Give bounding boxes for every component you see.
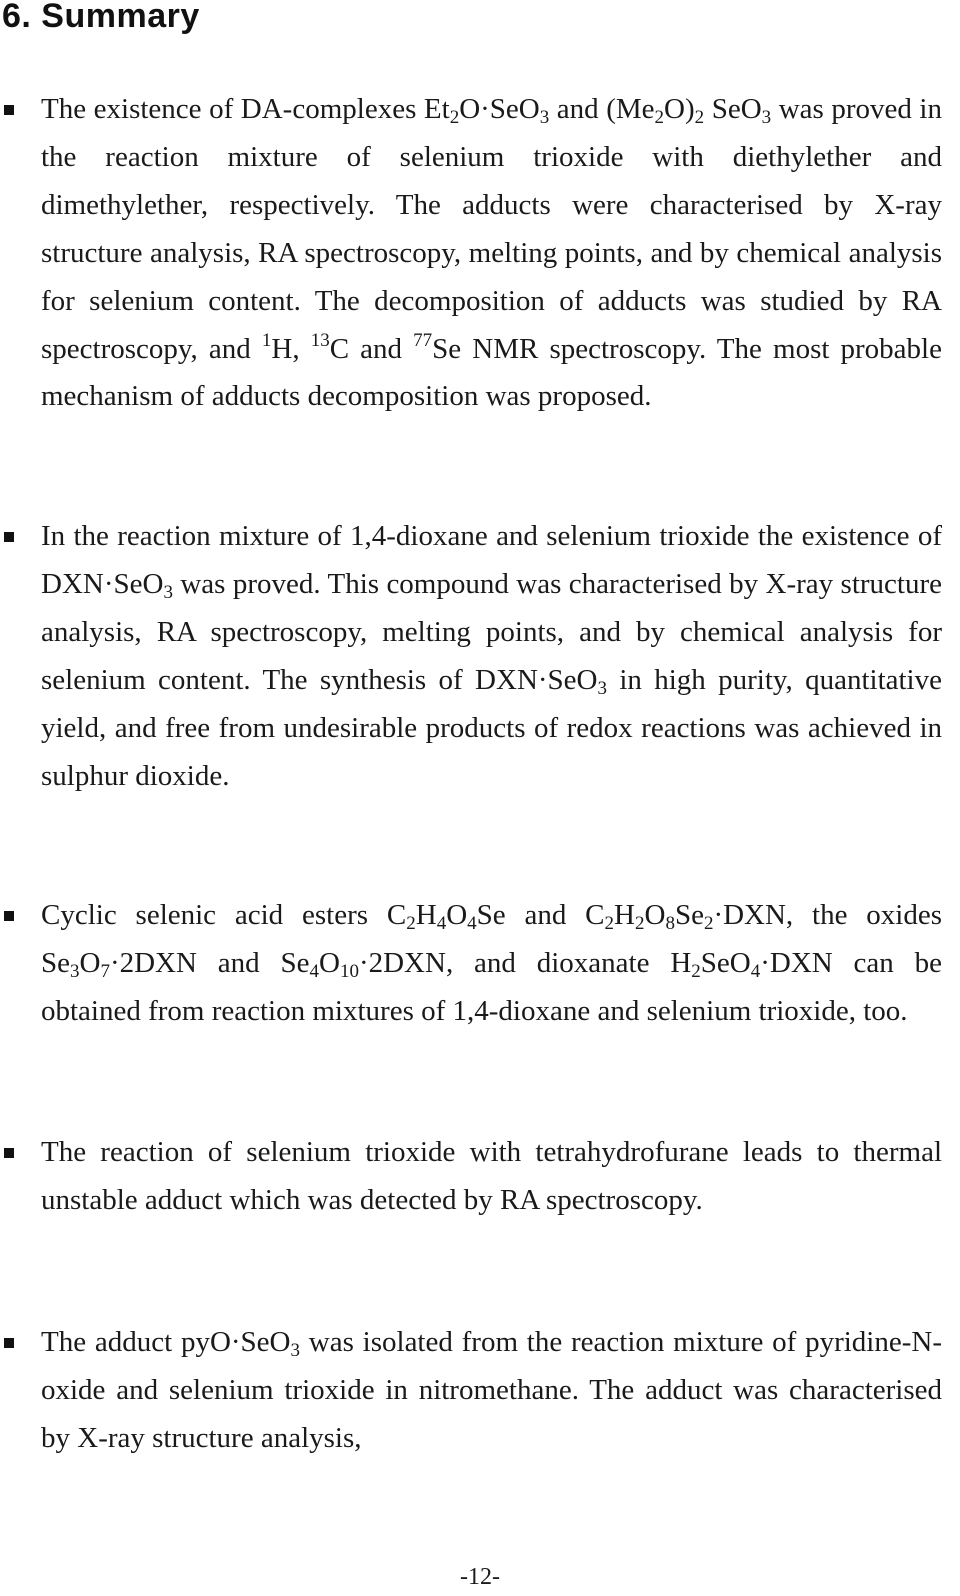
subscript: 4 — [467, 913, 477, 934]
summary-text: The reaction of selenium trioxide with tetrahydrofurane leads to thermal unstable adduct which was detected by RA spectroscopy. — [41, 1136, 942, 1216]
subscript: 10 — [339, 960, 359, 982]
superscript: 1 — [261, 329, 272, 351]
subscript: 2 — [703, 913, 714, 934]
bullet-square-icon — [4, 532, 14, 542]
subscript: 2 — [604, 913, 615, 934]
summary-text: Cyclic selenic acid esters $C_2H_4O_4Se$ and $C_2H_2O_8Se_2\cdot DXN$, the oxides $Se_3O_7\cdot 2DXN$ and $Se_4O_{10}\cdot 2DXN$, and dioxanate $H_2SeO_4\cdot DXN$ can be obtained from reaction mixtures of 1,4-dioxane and selenium trioxide, too. — [41, 899, 943, 1027]
subscript: 2 — [634, 913, 645, 934]
subscript: 3 — [163, 581, 173, 603]
subscript: 3 — [539, 107, 550, 128]
subscript: 3 — [597, 677, 607, 699]
superscript: 13 — [310, 329, 330, 351]
summary-text: In the reaction mixture of 1,4-dioxane and selenium trioxide the existence of DXN·SeO$_3$ was proved. This compound was characterised by X-ray structure analysis, RA spectroscopy, melting points, and by chemical analysis for selenium content. The synthesis of DXN·SeO$_3$ in high purity, quantitative yield, and free from undesirable products of redox reactions was achieved in sulphur dioxide. — [41, 520, 942, 792]
subscript: 3 — [761, 107, 772, 128]
bullet-square-icon — [4, 1148, 14, 1158]
subscript: 3 — [290, 1340, 300, 1361]
subscript: 2 — [449, 107, 460, 128]
subscript: 2 — [654, 107, 665, 128]
subscript: 2 — [694, 107, 705, 128]
summary-text: The existence of DA-complexes $Et_2O\cdot SeO_3$ and $(Me_2O)_2$ SeO$_3$ was proved in the reaction mixture of selenium trioxide with diethylether and dimethylether, respectively. The adducts were characterised by X-ray structure analysis, RA spectroscopy, melting points, and by chemical analysis for selenium content. The decomposition of adducts was studied by RA spectroscopy, and $^1$H, $^{13}$C and $^{77}$Se NMR spectroscopy. The most probable mechanism of adducts decomposition was proposed. — [41, 93, 942, 413]
subscript: 3 — [70, 960, 80, 982]
subscript: 2 — [406, 913, 416, 934]
subscript: 4 — [750, 960, 761, 982]
superscript: 77 — [413, 329, 433, 351]
bullet-square-icon — [4, 1338, 14, 1348]
subscript: 8 — [665, 913, 675, 934]
bullet-square-icon — [4, 911, 14, 921]
subscript: 2 — [691, 960, 701, 982]
page-number: -12- — [460, 1564, 500, 1590]
subscript: 4 — [309, 960, 319, 982]
section-heading: 6. Summary — [2, 0, 200, 35]
bullet-square-icon — [4, 105, 14, 115]
subscript: 4 — [436, 913, 447, 934]
subscript: 7 — [100, 960, 110, 982]
summary-text: The adduct pyO·SeO$_3$ was isolated from the reaction mixture of pyridine-N-oxide and selenium trioxide in nitromethane. The adduct was characterised by X-ray structure analysis, — [41, 1326, 942, 1454]
